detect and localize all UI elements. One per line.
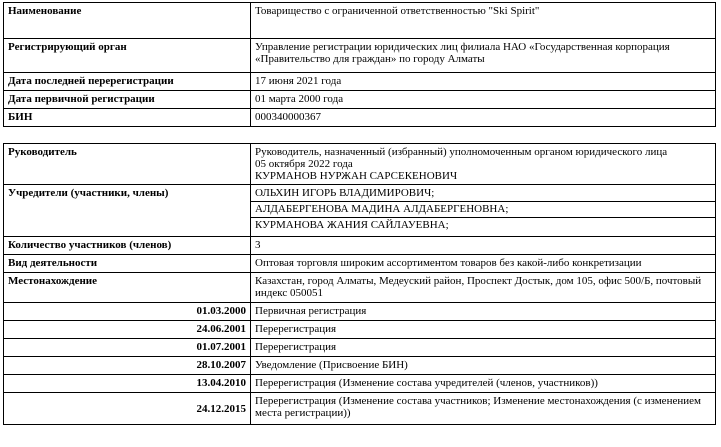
history-event: Уведомление (Присвоение БИН): [251, 357, 716, 375]
history-date: 01.07.2001: [4, 339, 251, 357]
history-date: 01.03.2000: [4, 303, 251, 321]
table-row-history: [4, 303, 716, 321]
name-value: Товарищество с ограниченной ответственностью "Ski Spirit": [251, 3, 716, 39]
table-row-history: [4, 339, 716, 357]
last-rereg-label: Дата последней перерегистрации: [4, 73, 251, 91]
table-row-last-rereg: [4, 73, 716, 91]
founder-item: КУРМАНОВА ЖАНИЯ САЙЛАУЕВНА;: [255, 219, 449, 231]
founder-item: АЛДАБЕРГЕНОВА МАДИНА АЛДАБЕРГЕНОВНА;: [251, 202, 715, 218]
location-value: Казахстан, город Алматы, Медеуский район, Проспект Достык, дом 105, офис 500/Б, почтовый индекс 050051: [251, 273, 716, 303]
table-row-history: [4, 375, 716, 393]
history-date: 28.10.2007: [4, 357, 251, 375]
history-date: 13.04.2010: [4, 375, 251, 393]
founders-cell: [251, 185, 716, 237]
table-row-registrar: [4, 39, 716, 73]
registrar-label: Регистрирующий орган: [4, 39, 251, 73]
founders-label: Учредители (участники, члены): [4, 185, 251, 237]
table-row-activity: [4, 255, 716, 273]
table-row-first-reg: [4, 91, 716, 109]
table-row-founders: [4, 185, 716, 237]
table-row-director: [4, 144, 716, 185]
table-row-history: [4, 393, 716, 425]
first-reg-value: 01 марта 2000 года: [251, 91, 716, 109]
registrar-value: Управление регистрации юридических лиц филиала НАО «Государственная корпорация «Правительство для граждан» по городу Алматы: [251, 39, 716, 73]
table-row-history: [4, 357, 716, 375]
table-row-name: [4, 3, 716, 39]
member-count-label: Количество участников (членов): [4, 237, 251, 255]
director-name: КУРМАНОВ НУРЖАН САРСЕКЕНОВИЧ: [255, 170, 458, 182]
table-row-bin: [4, 109, 716, 127]
history-date: 24.12.2015: [4, 393, 251, 425]
history-event: Перерегистрация (Изменение состава участников; Изменение местонахождения (с изменением места регистрации)): [251, 393, 716, 425]
bin-label: БИН: [4, 109, 251, 127]
activity-value: Оптовая торговля широким ассортиментом товаров без какой-либо конкретизации: [251, 255, 716, 273]
name-label: Наименование: [4, 3, 251, 39]
director-role: Руководитель, назначенный (избранный) уполномоченным органом юридического лица: [255, 146, 668, 158]
history-event: Перерегистрация: [251, 321, 716, 339]
first-reg-label: Дата первичной регистрации: [4, 91, 251, 109]
table-row-member-count: [4, 237, 716, 255]
bin-value: 000340000367: [251, 109, 716, 127]
history-event: Перерегистрация (Изменение состава учредителей (членов, участников)): [251, 375, 716, 393]
last-rereg-value: 17 июня 2021 года: [251, 73, 716, 91]
history-event: Перерегистрация: [251, 339, 716, 357]
member-count-value: 3: [251, 237, 716, 255]
activity-label: Вид деятельности: [4, 255, 251, 273]
details-table: [3, 143, 716, 425]
founder-item: ОЛЬХИН ИГОРЬ ВЛАДИМИРОВИЧ;: [251, 186, 715, 202]
director-label: Руководитель: [4, 144, 251, 185]
history-event: Первичная регистрация: [251, 303, 716, 321]
director-cell: [251, 144, 716, 185]
director-date: 05 октября 2022 года: [255, 158, 353, 170]
table-row-location: [4, 273, 716, 303]
location-label: Местонахождение: [4, 273, 251, 303]
history-date: 24.06.2001: [4, 321, 251, 339]
company-info-table: [3, 2, 716, 127]
table-row-history: [4, 321, 716, 339]
